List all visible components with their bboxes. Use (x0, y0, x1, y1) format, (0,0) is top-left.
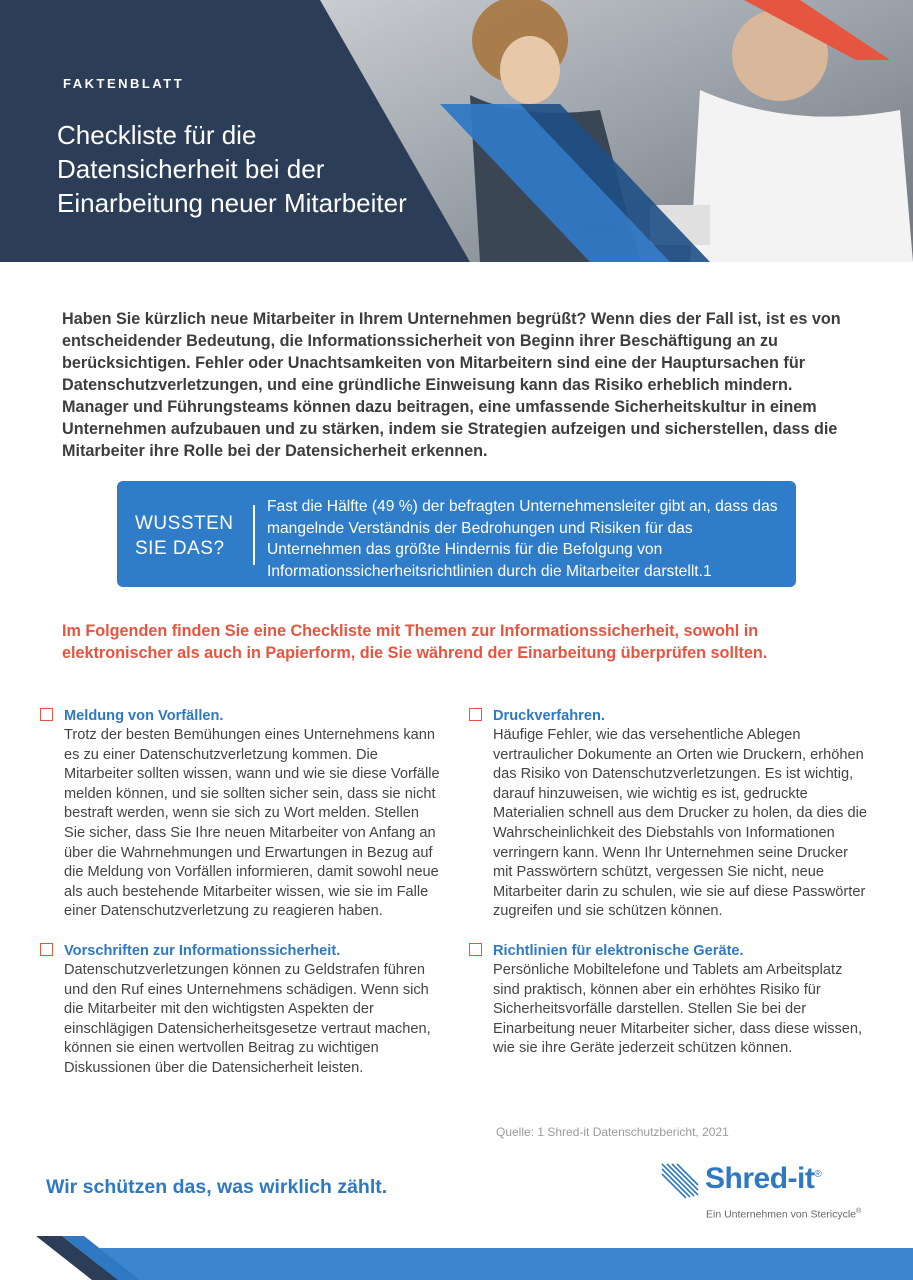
title-line: Einarbeitung neuer Mitarbeiter (57, 188, 407, 218)
tagline: Wir schützen das, was wirklich zählt. (46, 1176, 388, 1198)
registered-mark: ® (814, 1169, 822, 1180)
callout-heading (135, 511, 234, 561)
checklist-item-body: Häufige Fehler, wie das versehentliche Ablegen vertraulicher Dokumente an Orten wie Druckern, erhöhen das Risiko von Datenschutzverletzungen. Es ist wichtig, darauf hinzuweisen, wie wichtig es ist, gedruckte Materialien schnell aus dem Drucker zu holen, da dies die Wahrscheinlichkeit des Diebstahls von Informationen verringern kann. Wenn Ihr Unternehmen seine Drucker mit Passwörtern schützt, vergessen Sie nicht, neue Mitarbeiter darin zu schulen, wie sie auf diese Passwörter zugreifen und sie schützen können. (493, 727, 867, 920)
logo-stripes-icon (660, 1160, 700, 1200)
checklist-item (40, 941, 440, 1079)
checkbox-icon[interactable] (469, 943, 482, 956)
page-title (57, 118, 477, 220)
logo-subtitle (706, 1208, 861, 1221)
checklist-item (469, 706, 869, 922)
logo-name: Shred-it (705, 1162, 815, 1195)
checklist-item-title: Meldung von Vorfällen. (64, 708, 224, 724)
logo-subtitle-text: Ein Unternehmen von Stericycle (706, 1208, 856, 1221)
checklist-item-title: Druckverfahren. (493, 708, 605, 724)
checklist-item-title: Vorschriften zur Informationssicherheit. (64, 942, 341, 959)
did-you-know-callout (117, 481, 796, 587)
callout-divider (253, 505, 255, 565)
checklist-item (469, 941, 869, 1059)
checklist-item (40, 706, 440, 922)
callout-heading-line: SIE DAS? (135, 538, 225, 559)
shred-it-logo (660, 1160, 890, 1226)
checklist-intro: Im Folgenden finden Sie eine Checkliste mit Themen zur Informationssicherheit, sowohl in elektronischer als auch in Papierform, die Sie während der Einarbeitung überprüfen sollten. (62, 622, 768, 662)
callout-text: Fast die Hälfte (49 %) der befragten Unternehmensleiter gibt an, dass das mangelnde Verständnis der Bedrohungen und Risiken für das Unternehmen das größte Hindernis für die Befolgung von Informationssicherheitsrichtlinien durch die Mitarbeiter darstellt.1 (267, 498, 778, 580)
document-type-label: FAKTENBLATT (63, 76, 185, 91)
callout-heading-line: WUSSTEN (135, 513, 234, 534)
checklist-item-title: Richtlinien für elektronische Geräte. (493, 942, 744, 959)
checkbox-icon[interactable] (40, 943, 53, 956)
checklist-item-body: Persönliche Mobiltelefone und Tablets am Arbeitsplatz sind praktisch, können aber ein erhöhtes Risiko für Sicherheitsvorfälle darstellen. Stellen Sie bei der Einarbeitung neuer Mitarbeiter sicher, dass diese wissen, wie sie ihre Geräte jederzeit schützen können. (493, 961, 863, 1057)
checkbox-icon[interactable] (40, 708, 53, 721)
footer-band (0, 1236, 913, 1280)
checkbox-icon[interactable] (469, 708, 482, 721)
checklist-item-body: Datenschutzverletzungen können zu Geldstrafen führen und den Ruf eines Unternehmens schädigen. Wenn sich die Mitarbeiter mit den wichtigsten Aspekten der einschlägigen Datensicherheitsgesetze vertraut machen, können sie einen wertvollen Beitrag zu wichtigen Diskussionen über die Datensicherheit leisten. (64, 961, 431, 1076)
title-line: Datensicherheit bei der (57, 154, 325, 184)
header-banner (0, 0, 913, 262)
logo-wordmark (705, 1162, 821, 1196)
registered-mark: ® (856, 1208, 862, 1215)
checklist-item-body: Trotz der besten Bemühungen eines Unternehmens kann es zu einer Datenschutzverletzung kommen. Die Mitarbeiter sollten wissen, wann und wie sie diese Vorfälle melden können, und sie sollten sicher sein, dass sie nicht bestraft werden, wenn sie sich zu Wort melden. Stellen Sie sicher, dass Sie Ihre neuen Mitarbeiter von Anfang an über die Wahrnehmungen und Erwartungen in Bezug auf die Meldung von Vorfällen informieren, damit sowohl neue als auch bestehende Mitarbeiter wissen, wie sie im Falle einer Datenschutzverletzung zu reagieren haben. (64, 727, 440, 920)
source-footnote: Quelle: 1 Shred-it Datenschutzbericht, 2021 (496, 1125, 729, 1139)
checklist-column-left (40, 706, 440, 1098)
checklist-column-right (469, 706, 869, 1078)
title-line: Checkliste für die (57, 120, 257, 150)
intro-paragraph: Haben Sie kürzlich neue Mitarbeiter in Ihrem Unternehmen begrüßt? Wenn dies der Fall ist, ist es von entscheidender Bedeutung, die Informationssicherheit von Beginn ihrer Beschäftigung an zu berücksichtigen. Fehler oder Unachtsamkeiten von Mitarbeitern sind eine der Hauptursachen für Datenschutzverletzungen, und eine gründliche Einweisung kann das Risiko erheblich mindern. Manager und Führungsteams können dazu beitragen, eine umfassende Sicherheitskultur in einem Unternehmen aufzubauen und zu stärken, indem sie Strategien aufzeigen und sicherstellen, dass die Mitarbeiter ihre Rolle bei der Datensicherheit erkennen. (62, 310, 841, 460)
